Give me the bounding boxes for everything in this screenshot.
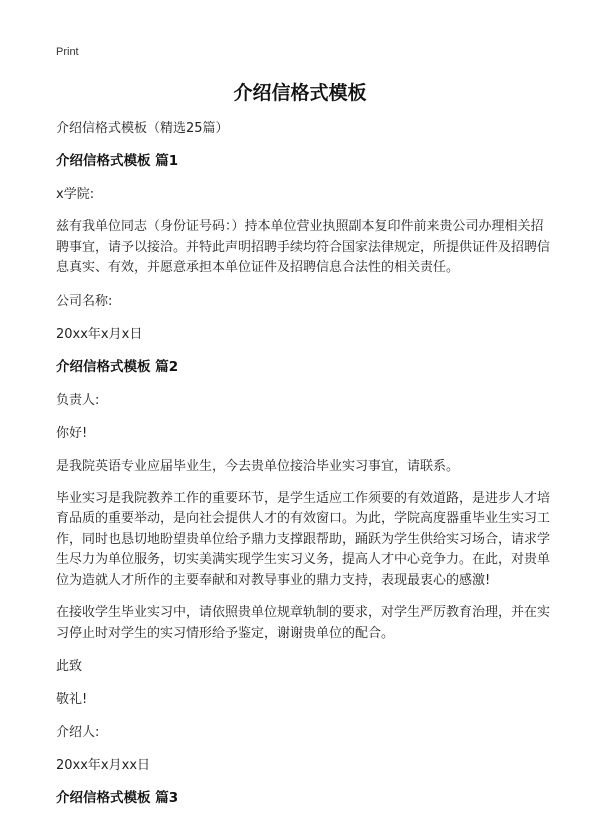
recipient-line: x学院: <box>56 187 95 202</box>
body-paragraph: 在接收学生毕业实习中，请依照贵单位规章轨制的要求，对学生严厉教育治理，并在实习停止时对学生的实习情形给予鉴定，谢谢贵单位的配合。 <box>56 605 551 641</box>
section-heading-3: 介绍信格式模板 篇3 <box>56 790 179 806</box>
body-paragraph: 是我院英语专业应届毕业生，今去贵单位接洽毕业实习事宜，请联系。 <box>56 458 460 474</box>
section-heading-2: 介绍信格式模板 篇2 <box>56 358 179 375</box>
document-body <box>56 118 550 821</box>
salutation-line: 敬礼! <box>56 692 88 707</box>
print-link[interactable]: Print <box>56 46 79 58</box>
recipient-line: 负责人: <box>56 392 100 408</box>
date-line: 20xx年x月xx日 <box>56 758 151 773</box>
intro-line: 介绍信格式模板（精选25篇） <box>56 121 229 136</box>
greeting-line: 你好! <box>56 425 88 441</box>
closing-line: 此致 <box>56 659 83 674</box>
body-paragraph: 兹有我单位同志（身份证号码：）持本单位营业执照副本复印件前来贵公司办理相关招聘事宜，请予以接洽。并特此声明招聘手续均符合国家法律规定，所提供证件及招聘信息真实、有效，并愿意承担本单位证件及招聘信息合法性的相关责任。 <box>56 219 551 275</box>
page-title: 介绍信格式模板 <box>233 82 367 104</box>
introducer-line: 介绍人: <box>56 725 100 740</box>
section-heading-1: 介绍信格式模板 篇1 <box>56 153 179 169</box>
date-line: 20xx年x月x日 <box>56 326 143 342</box>
company-name-line: 公司名称: <box>56 293 113 309</box>
body-paragraph: 毕业实习是我院教养工作的重要环节，是学生适应工作须要的有效道路，是进步人才培育品质的重要举动，是向社会提供人才的有效窗口。为此，学院高度器重毕业生实习工作，同时也恳切地盼望贵单位给予鼎力支撑跟帮助，踊跃为学生供给实习场合，请求学生尽力为单位服务，切实美满实现学生实习义务，提高人才中心竞争力。在此，对贵单位为造就人才所作的主要奉献和对教导事业的鼎力支持，表现最衷心的感激! <box>56 490 551 588</box>
